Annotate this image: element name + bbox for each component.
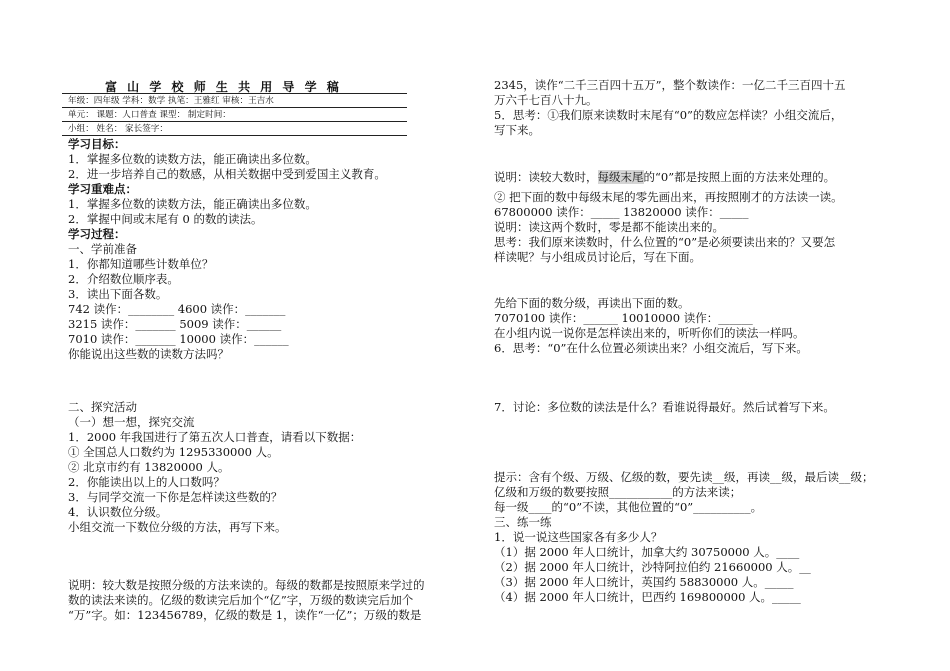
- think-5-cont: 写下来。: [494, 123, 540, 137]
- step-3-numbers: 7070100 读作：______ 10010000 读作：______: [494, 311, 753, 325]
- read-row-1: 742 读作：________ 4600 读作：_______: [68, 302, 286, 316]
- practice-item-3: （3）据 2000 年人口统计，英国约 58830000 人。_____: [494, 575, 794, 589]
- explore-5: 小组交流一下数位分级的方法，再写下来。: [68, 520, 287, 534]
- explore-2: 2．你能读出以上的人口数吗？: [68, 475, 225, 489]
- process-heading: 学习过程：: [68, 227, 126, 241]
- prep-2: 2．介绍数位顺序表。: [68, 272, 179, 286]
- cont-line-1: 2345，读作“二千三百四十五万”，整个数读作：一亿二千三百四十五: [494, 78, 846, 92]
- desc-highlight: 每级末尾: [597, 170, 644, 184]
- note-line-1: 说明：较大数是按照分级的方法来读的。每级的数都是按照原来学过的: [68, 578, 425, 592]
- header-row-3: 小组： 姓名： 家长签字：: [68, 124, 168, 134]
- read-row-3: 7010 读作：_______ 10000 读作：______: [68, 332, 289, 346]
- data-2: ② 北京市约有 13820000 人。: [68, 460, 230, 474]
- desc-post: 的“0”都是按照上面的方法来处理的。: [643, 170, 836, 184]
- step-2-question-2: 样读呢？与小组成员讨论后，写在下面。: [494, 250, 701, 264]
- note-line-3: “万”字。如：123456789，亿级的数是 1，读作“一亿”；万级的数是: [68, 608, 422, 622]
- step-3: 先给下面的数分级，再读出下面的数。: [494, 296, 690, 310]
- step-2-numbers: 67800000 读作：_____ 13820000 读作：_____: [494, 205, 749, 219]
- practice-1: 1．说一说这些国家各有多少人？: [494, 530, 663, 544]
- goal-1: 1．掌握多位数的读数方法，能正确读出多位数。: [68, 152, 317, 166]
- page-title: 富 山 学 校 师 生 共 用 导 学 稿: [105, 80, 342, 94]
- hint-1: 提示：含有个级、万级、亿级的数，要先读__级，再读__级，最后读__级；: [494, 470, 874, 484]
- prep-1: 1．你都知道哪些计数单位？: [68, 257, 214, 271]
- step-2-note: 说明：读这两个数时，零是都不能读出来的。: [494, 220, 724, 234]
- practice-item-4: （4）据 2000 年人口统计，巴西约 169800000 人。_____: [494, 590, 801, 604]
- key-2: 2．掌握中间或末尾有 0 的数的读法。: [68, 212, 263, 226]
- think-5: 5．思考：①我们原来读数时末尾有“0”的数应怎样读？小组交流后，: [494, 108, 843, 122]
- cont-line-2: 万六千七百八十九。: [494, 93, 598, 107]
- header-row-2: 单元： 课题：人口普查 课型： 制定时间：: [68, 110, 231, 120]
- key-heading: 学习重难点：: [68, 182, 137, 196]
- key-1: 1．掌握多位数的读数方法，能正确读出多位数。: [68, 197, 317, 211]
- discuss-7: 7．讨论：多位数的读法是什么？看谁说得最好。然后试着写下来。: [494, 400, 835, 414]
- practice-item-1: （1）据 2000 年人口统计，加拿大约 30750000 人。____: [494, 545, 800, 559]
- explore-subheading: （一）想一想，探究交流: [68, 415, 195, 429]
- step-2-question-1: 思考：我们原来读数时，什么位置的“0”是必须要读出来的？又要怎: [494, 235, 836, 249]
- hint-3: 每一级____的“0”不读，其他位置的“0”__________。: [494, 500, 763, 514]
- read-row-2: 3215 读作：_______ 5009 读作：______: [68, 317, 282, 331]
- explore-3: 3．与同学交流一下你是怎样读这些数的？: [68, 490, 283, 504]
- think-6: 6．思考：“0”在什么位置必须读出来？小组交流后，写下来。: [494, 341, 808, 355]
- prep-heading: 一、学前准备: [68, 242, 137, 256]
- data-1: ① 全国总人口数约为 1295330000 人。: [68, 445, 279, 459]
- step-3-note: 在小组内说一说你是怎样读出来的，听听你们的读法一样吗。: [494, 326, 805, 340]
- prep-3: 3．读出下面各数。: [68, 287, 168, 301]
- goal-2: 2．进一步培养自己的数感，从相关数据中受到爱国主义教育。: [68, 167, 386, 181]
- step-2: ② 把下面的数中每级末尾的零先画出来，再按照刚才的方法读一读。: [494, 190, 843, 204]
- explore-4: 4．认识数位分级。: [68, 505, 168, 519]
- goals-heading: 学习目标：: [68, 137, 126, 151]
- header-row-1: 年级：四年级 学科：数学 执笔：王雅红 审核：王吉水: [68, 96, 274, 106]
- practice-heading: 三、练一练: [494, 515, 552, 529]
- header-rule-3: [62, 135, 407, 136]
- prep-question: 你能说出这些数的读数方法吗？: [68, 347, 229, 361]
- desc-line: [494, 170, 835, 184]
- practice-item-2: （2）据 2000 年人口统计，沙特阿拉伯约 21660000 人。__: [494, 560, 811, 574]
- hint-2: 亿级和万级的数要按照___________的方法来读；: [494, 485, 742, 499]
- explore-1: 1．2000 年我国进行了第五次人口普查，请看以下数据：: [68, 430, 362, 444]
- desc-pre: 说明：读较大数时，: [494, 170, 598, 184]
- note-line-2: 数的读法来读的。亿级的数读完后加个“亿”字，万级的数读完后加个: [68, 593, 414, 607]
- explore-heading: 二、探究活动: [68, 400, 137, 414]
